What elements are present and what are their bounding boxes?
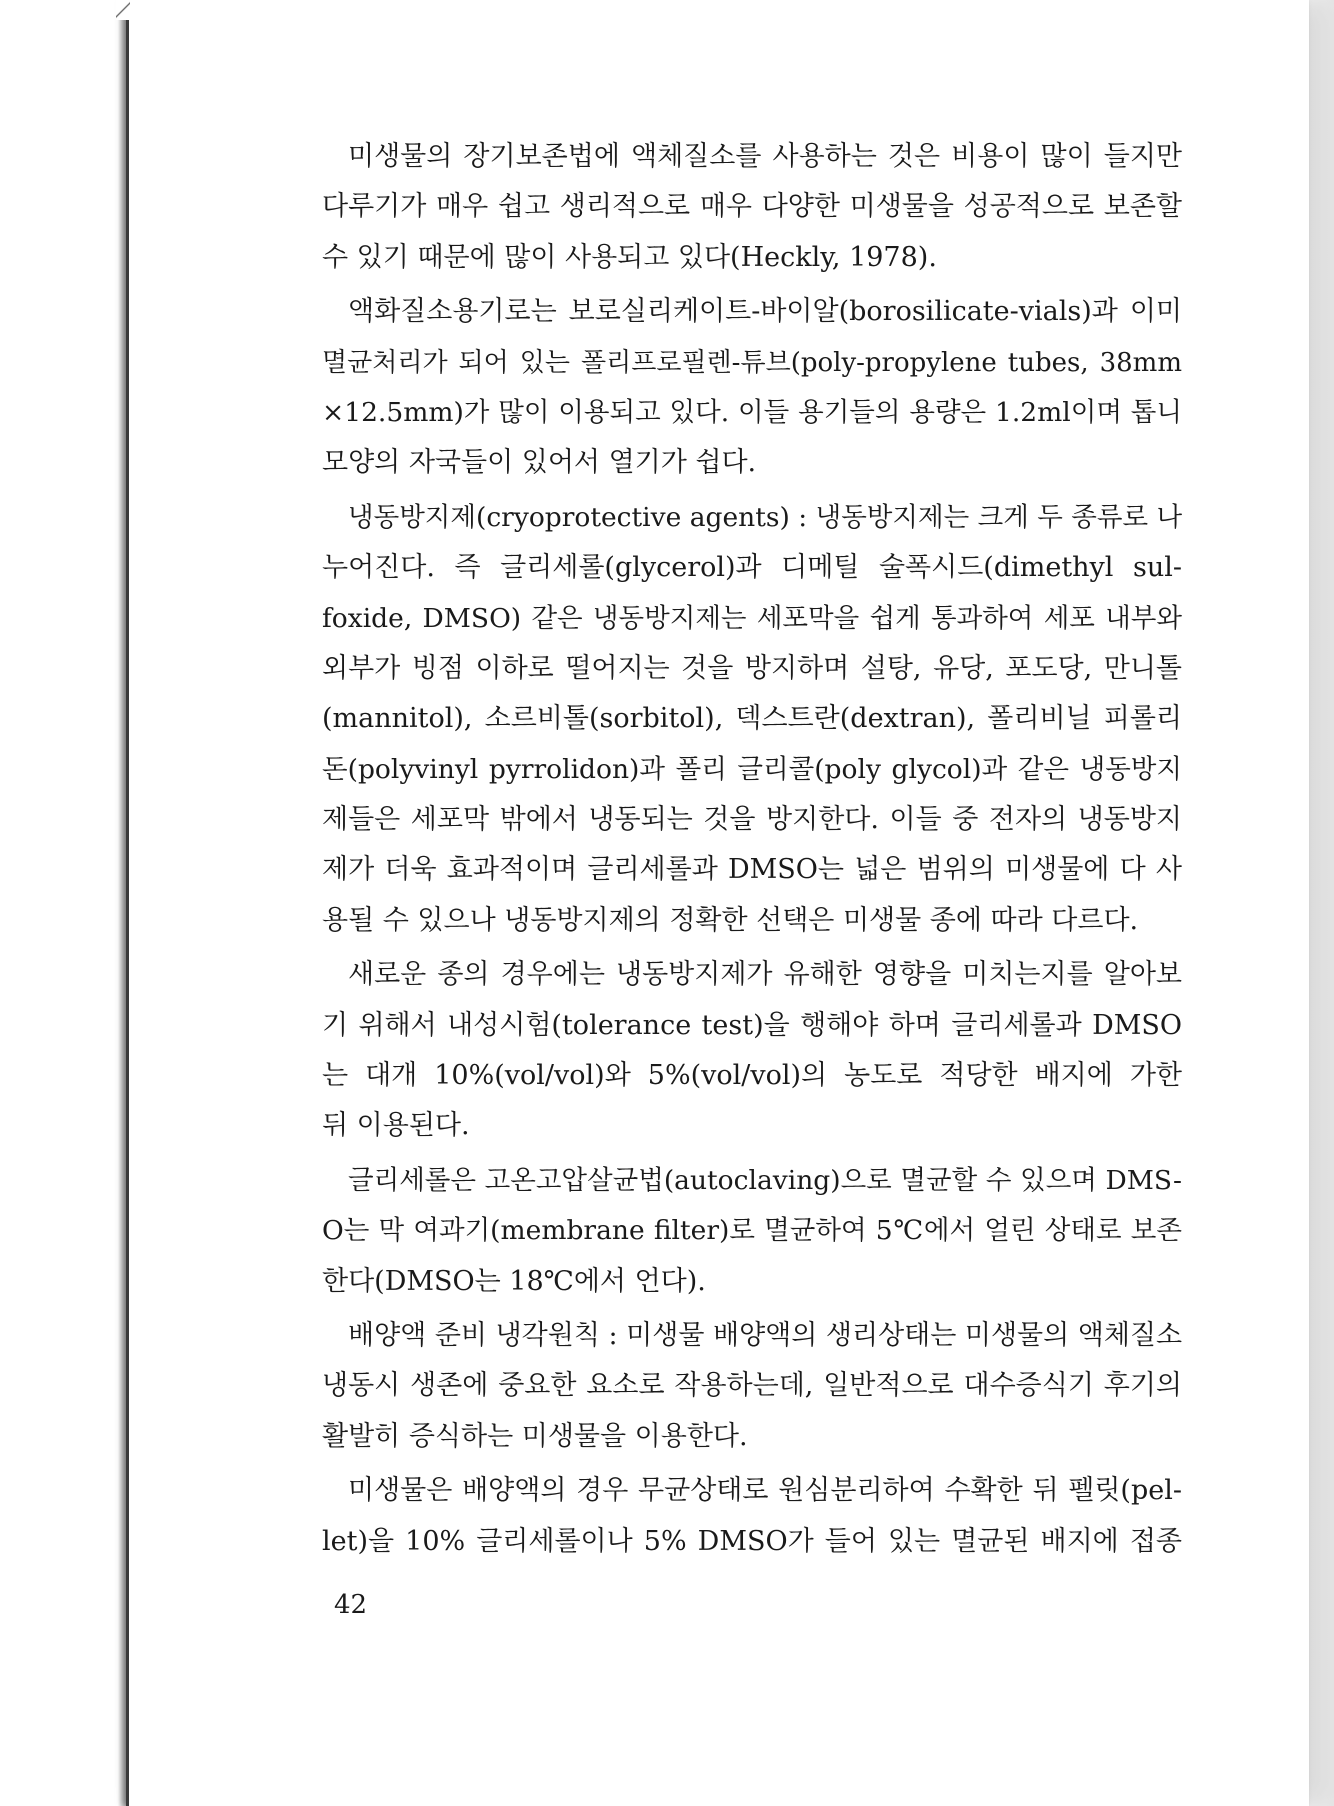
text-line: ×12.5mm)가 많이 이용되고 있다. 이들 용기들의 용량은 1.2ml이며 톱니 (322, 396, 1182, 428)
text-line: 활발히 증식하는 미생물을 이용한다. (322, 1420, 748, 1452)
text-line: 멸균처리가 되어 있는 폴리프로필렌-튜브(poly-propylene tubes, 38mm (322, 347, 1182, 378)
text-line: (mannitol), 소르비톨(sorbitol), 덱스트란(dextran), 폴리비닐 피롤리 (322, 703, 1182, 735)
text-line: 용될 수 있으나 냉동방지제의 정확한 선택은 미생물 종에 따라 다르다. (322, 904, 1139, 936)
paragraph-sterilization (322, 1156, 1182, 1307)
page-number: 42 (334, 1590, 368, 1620)
paragraph-storage-method (322, 132, 1182, 283)
text-line: O는 막 여과기(membrane filter)로 멸균하여 5℃에서 얼린 상태로 보존 (322, 1215, 1182, 1247)
text-line: 한다(DMSO는 18℃에서 언다). (322, 1265, 706, 1297)
paragraph-cryoprotective-agents (322, 493, 1182, 947)
paragraph-containers (322, 287, 1182, 489)
text-line: 수 있기 때문에 많이 사용되고 있다(Heckly, 1978). (322, 241, 937, 273)
text-line: 누어진다. 즉 글리세롤(glycerol)과 디메틸 술폭시드(dimethyl sul- (322, 552, 1182, 584)
text-line: foxide, DMSO) 같은 냉동방지제는 세포막을 쉽게 통과하여 세포 내부와 (322, 602, 1182, 634)
page-edge-shadow (118, 0, 126, 1806)
text-line: 돈(polyvinyl pyrrolidon)과 폴리 글리콜(poly glycol)과 같은 냉동방지 (322, 753, 1182, 785)
text-line: 배양액 준비 냉각원칙 : 미생물 배양액의 생리상태는 미생물의 액체질소 (348, 1319, 1182, 1351)
text-line: 기 위해서 내성시험(tolerance test)을 행해야 하며 글리세롤과 DMSO (322, 1009, 1182, 1041)
paragraph-tolerance-test (322, 950, 1182, 1152)
text-line: 제들은 세포막 밖에서 냉동되는 것을 방지한다. 이들 중 전자의 냉동방지 (322, 804, 1182, 836)
text-line: 모양의 자국들이 있어서 열기가 쉽다. (322, 447, 757, 479)
text-line: 는 대개 10%(vol/vol)와 5%(vol/vol)의 농도로 적당한 배지에 가한 (322, 1060, 1182, 1092)
page-corner-fold (116, 0, 130, 20)
paragraph-culture-preparation (322, 1311, 1182, 1462)
text-line: let)을 10% 글리세롤이나 5% DMSO가 들어 있는 멸균된 배지에 접종 (322, 1525, 1182, 1557)
text-line: 글리세롤은 고온고압살균법(autoclaving)으로 멸균할 수 있으며 DMS- (348, 1164, 1182, 1196)
paragraph-pellet-inoculation (322, 1466, 1182, 1567)
text-line: 외부가 빙점 이하로 떨어지는 것을 방지하며 설탕, 유당, 포도당, 만니톨 (322, 652, 1182, 684)
text-line: 냉동시 생존에 중요한 요소로 작용하는데, 일반적으로 대수증식기 후기의 (322, 1370, 1182, 1402)
text-line: 제가 더욱 효과적이며 글리세롤과 DMSO는 넓은 범위의 미생물에 다 사 (322, 854, 1182, 886)
text-line: 미생물은 배양액의 경우 무균상태로 원심분리하여 수확한 뒤 펠릿(pel- (348, 1475, 1182, 1507)
text-line: 냉동방지제(cryoprotective agents) : 냉동방지제는 크게 두 종류로 나 (348, 501, 1182, 533)
text-line: 뒤 이용된다. (322, 1110, 470, 1142)
body-text (322, 132, 1182, 1571)
text-line: 새로운 종의 경우에는 냉동방지제가 유해한 영향을 미치는지를 알아보 (348, 959, 1182, 991)
text-line: 미생물의 장기보존법에 액체질소를 사용하는 것은 비용이 많이 들지만 (348, 141, 1182, 172)
text-line: 액화질소용기로는 보로실리케이트-바이알(borosilicate-vials)과 이미 (348, 296, 1182, 328)
text-line: 다루기가 매우 쉽고 생리적으로 매우 다양한 미생물을 성공적으로 보존할 (322, 191, 1182, 223)
